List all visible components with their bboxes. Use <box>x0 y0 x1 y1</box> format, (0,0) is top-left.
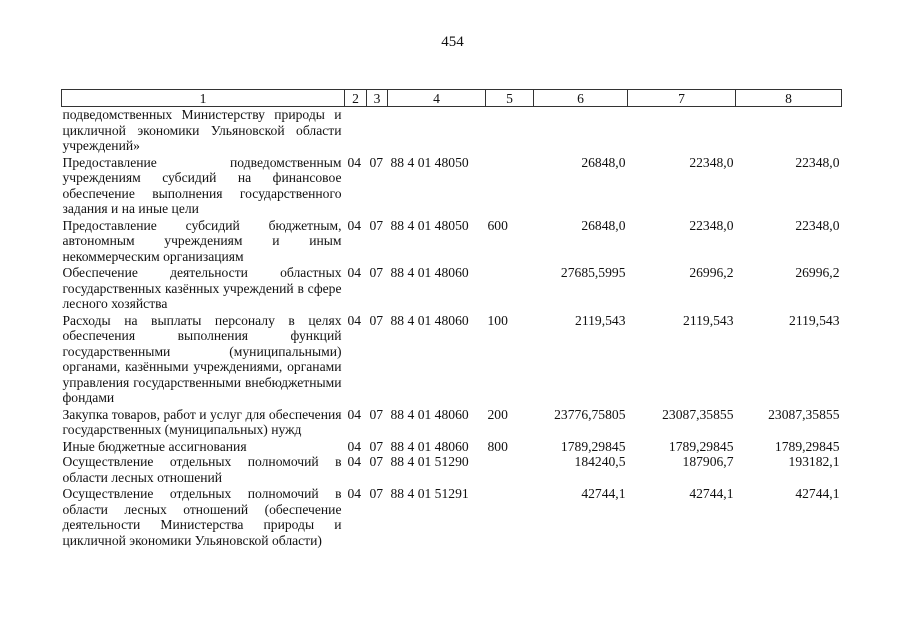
header-col-1: 1 <box>62 90 345 107</box>
table-row <box>62 439 842 455</box>
row-amount-1: 26848,0 <box>581 154 626 170</box>
row-section: 04 <box>347 454 362 469</box>
row-name: Расходы на выплаты персоналу в целях обеспечения выполнения функций государственными (муниципальными) органами, казёнными учреждениями, органами управления государственными внебюджетными фондами <box>62 312 342 405</box>
row-section <box>345 107 367 155</box>
row-amount-3: 26996,2 <box>795 265 840 280</box>
header-col-5: 5 <box>486 90 534 107</box>
table-row <box>62 218 842 266</box>
row-csr <box>388 107 486 155</box>
row-section: 04 <box>347 312 362 328</box>
header-col-6: 6 <box>534 90 628 107</box>
table-row <box>62 454 842 486</box>
row-vr <box>486 265 534 313</box>
row-name: Предоставление подведомственным учреждениям субсидий на финансовое обеспечение выполнения государственного задания и на иные цели <box>62 154 342 216</box>
row-csr: 88 4 01 48050 <box>390 217 469 233</box>
header-row <box>62 90 842 107</box>
row-amount-2: 2119,543 <box>683 312 734 328</box>
row-vr <box>486 155 534 218</box>
row-vr: 800 <box>487 438 508 454</box>
header-col-8: 8 <box>736 90 842 107</box>
row-amount-1 <box>534 107 628 155</box>
row-amount-1: 2119,543 <box>575 312 626 328</box>
row-amount-3: 42744,1 <box>795 486 840 501</box>
header-col-3: 3 <box>367 90 388 107</box>
row-amount-2: 187906,7 <box>682 454 734 469</box>
row-subsection: 07 <box>369 486 384 501</box>
row-subsection: 07 <box>369 154 384 170</box>
row-section: 04 <box>347 438 362 454</box>
row-subsection: 07 <box>369 438 384 454</box>
row-section: 04 <box>347 217 362 233</box>
row-name: Обеспечение деятельности областных государственных казённых учреждений в сфере лесного хозяйства <box>62 265 342 311</box>
row-section: 04 <box>347 406 362 422</box>
row-amount-2: 23087,35855 <box>662 406 734 422</box>
header-col-4: 4 <box>388 90 486 107</box>
row-name: Осуществление отдельных полномочий в области лесных отношений (обеспечение деятельности Министерства природы и цикличной экономики Ульяновской области) <box>62 486 342 548</box>
row-amount-3: 193182,1 <box>788 454 840 469</box>
row-csr: 88 4 01 51291 <box>390 486 469 501</box>
row-amount-1: 1789,29845 <box>560 438 626 454</box>
row-amount-3 <box>736 107 842 155</box>
table-row <box>62 265 842 313</box>
row-amount-2 <box>628 107 736 155</box>
row-name: подведомственных Министерству природы и цикличной экономики Ульяновской области учреждений» <box>62 107 342 153</box>
row-amount-2: 22348,0 <box>689 217 734 233</box>
table-row <box>62 155 842 218</box>
row-section: 04 <box>347 265 362 280</box>
row-name: Иные бюджетные ассигнования <box>62 438 247 454</box>
table-row <box>62 107 842 155</box>
table-row <box>62 407 842 439</box>
row-csr: 88 4 01 48060 <box>390 312 469 328</box>
row-vr: 200 <box>487 406 508 422</box>
row-amount-2: 1789,29845 <box>668 438 734 454</box>
row-subsection: 07 <box>369 217 384 233</box>
table-row <box>62 486 842 548</box>
row-subsection: 07 <box>369 406 384 422</box>
row-amount-3: 2119,543 <box>789 312 840 328</box>
row-amount-3: 22348,0 <box>795 154 840 170</box>
row-amount-1: 42744,1 <box>581 486 626 501</box>
row-vr <box>486 454 534 486</box>
row-name: Предоставление субсидий бюджетным, автономным учреждениям и иным некоммерческим организациям <box>62 217 342 264</box>
row-vr <box>486 486 534 548</box>
row-subsection <box>367 107 388 155</box>
row-amount-3: 22348,0 <box>795 217 840 233</box>
row-vr: 100 <box>487 312 508 328</box>
row-subsection: 07 <box>369 265 384 280</box>
row-subsection: 07 <box>369 454 384 469</box>
row-name: Закупка товаров, работ и услуг для обеспечения государственных (муниципальных) нужд <box>62 406 342 437</box>
row-csr: 88 4 01 48060 <box>390 406 469 422</box>
row-name: Осуществление отдельных полномочий в области лесных отношений <box>62 454 342 485</box>
row-amount-2: 26996,2 <box>689 265 734 280</box>
row-amount-1: 23776,75805 <box>554 406 626 422</box>
row-vr <box>486 107 534 155</box>
row-section: 04 <box>347 154 362 170</box>
row-amount-1: 27685,5995 <box>560 265 626 280</box>
row-section: 04 <box>347 486 362 501</box>
row-subsection: 07 <box>369 312 384 328</box>
row-csr: 88 4 01 48060 <box>390 438 469 454</box>
row-amount-1: 184240,5 <box>574 454 626 469</box>
table-row <box>62 313 842 407</box>
row-amount-2: 42744,1 <box>689 486 734 501</box>
page-number: 454 <box>441 34 464 50</box>
row-csr: 88 4 01 48050 <box>390 154 469 170</box>
row-vr: 600 <box>487 217 508 233</box>
row-amount-3: 1789,29845 <box>774 438 840 454</box>
row-amount-1: 26848,0 <box>581 217 626 233</box>
row-csr: 88 4 01 51290 <box>390 454 469 469</box>
budget-table <box>61 89 842 548</box>
row-csr: 88 4 01 48060 <box>390 265 469 280</box>
row-amount-2: 22348,0 <box>689 154 734 170</box>
row-amount-3: 23087,35855 <box>768 406 840 422</box>
header-col-2: 2 <box>345 90 367 107</box>
header-col-7: 7 <box>628 90 736 107</box>
